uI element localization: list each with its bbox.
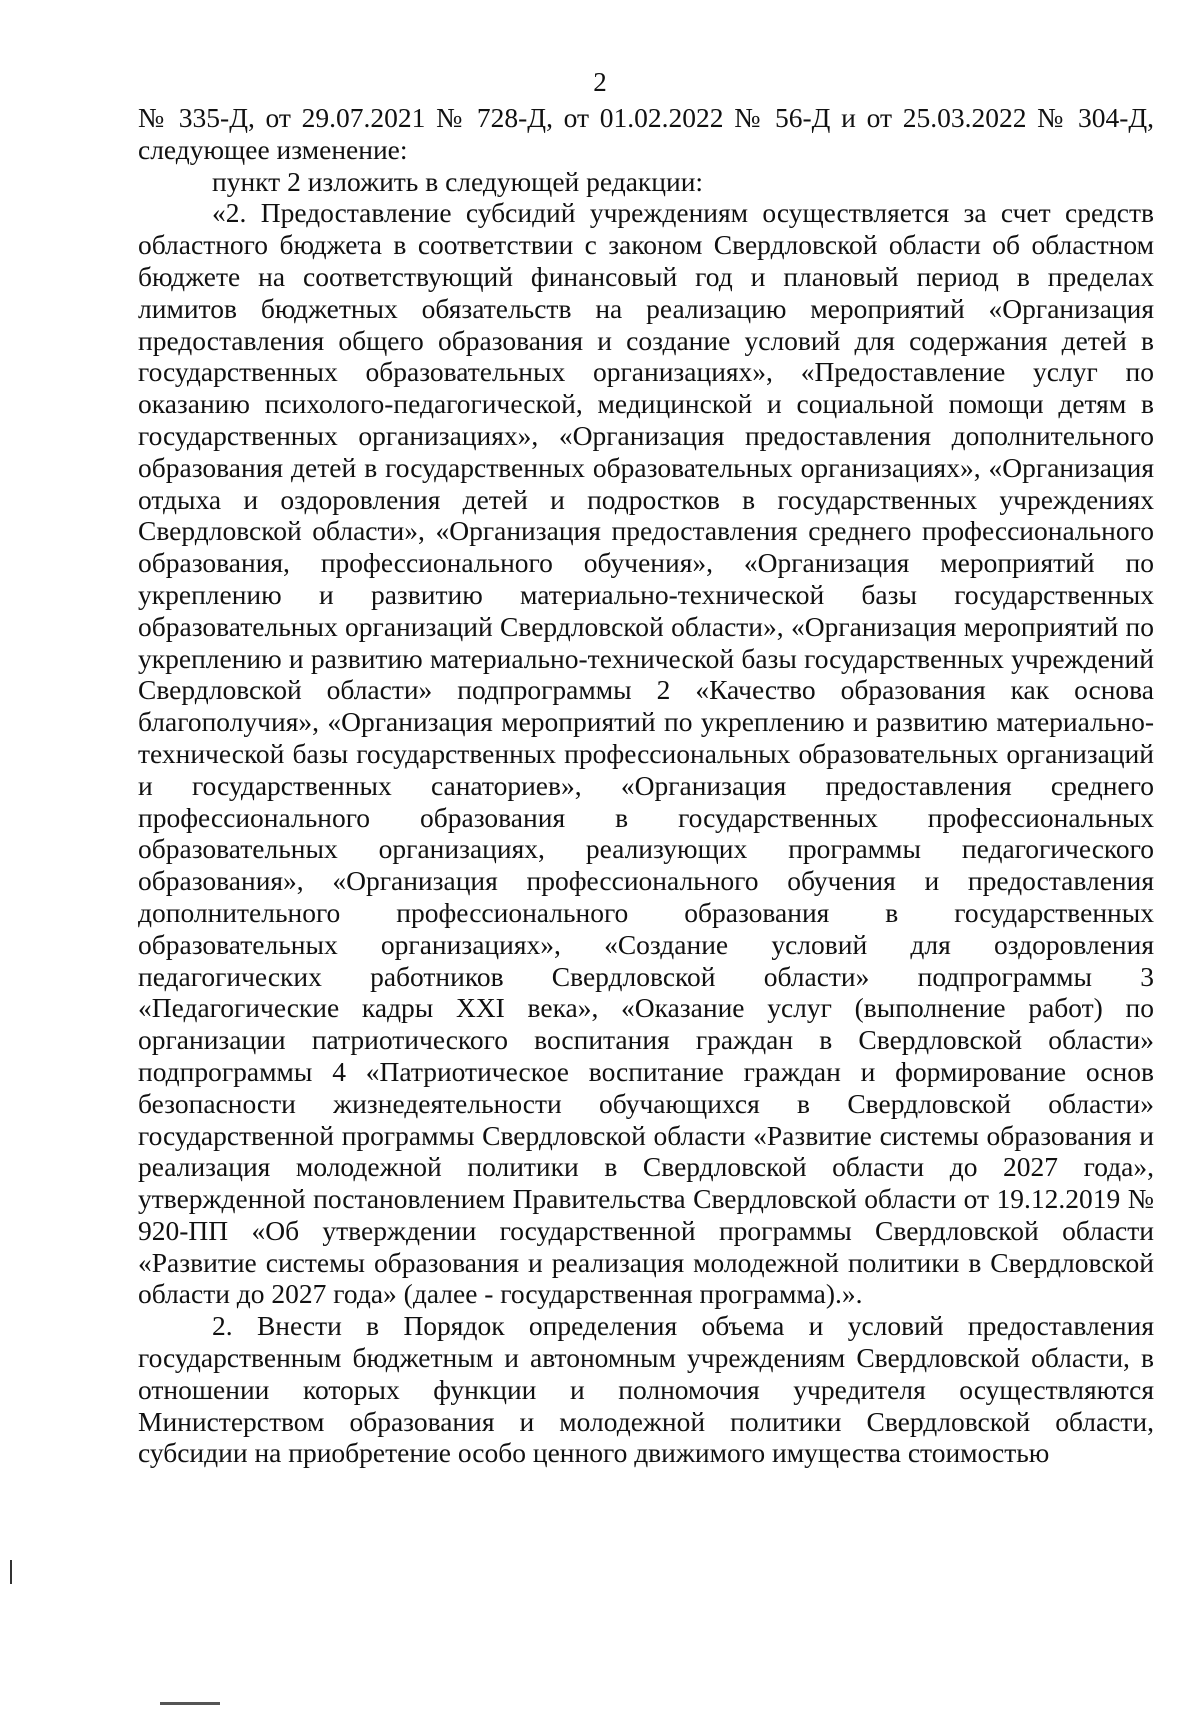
paragraph-point-2-text: «2. Предоставление субсидий учреждениям осуществляется за счет средств областного бюджета в соответствии с законом Свердловской области об областном бюджете на соответствующий финансовый год и плановый период в пределах лимитов бюджетных обязательств на реализацию мероприятий «Организация предоставления общего образования и создание условий для содержания детей в государственных образовательных организациях», «Предоставление услуг по оказанию психолого-педагогической, медицинской и социальной помощи детям в государственных организациях», «Организация предоставления дополнительного образования детей в государственных образовательных организациях», «Организация отдыха и оздоровления детей и подростков в государственных учреждениях Свердловской области», «Организация предоставления среднего профессионального образования, профессионального обучения», «Организация мероприятий по укреплению и развитию материально-технической базы государственных образовательных организаций Свердловской области», «Организация мероприятий по укреплению и развитию материально-технической базы государственных учреждений Свердловской области» подпрограммы 2 «Качество образования как основа благополучия», «Организация мероприятий по укреплению и развитию материально-технической базы государственных профессиональных образовательных организаций и государственных санаториев», «Организация предоставления среднего профессионального образования в государственных профессиональных образовательных организациях, реализующих программы педагогического образования», «Организация профессионального обучения и предоставления дополнительного профессионального образования в государственных образовательных организациях», «Создание условий для оздоровления педагогических работников Свердловской области» подпрограммы 3 «Педагогические кадры XXI века», «Оказание услуг (выполнение работ) по организации патриотического воспитания граждан в Свердловской области» подпрограммы 4 «Патриотическое воспитание граждан и формирование основ безопасности жизнедеятельности обучающихся в Свердловской области» государственной программы Свердловской области «Развитие системы образования и реализация молодежной политики в Свердловской области до 2027 года», утвержденной постановлением Правительства Свердловской области от 19.12.2019 № 920-ПП «Об утверждении государственной программы Свердловской области «Развитие системы образования и реализация молодежной политики в Свердловской области до 2027 года» (далее - государственная программа).». (138, 197, 1154, 1310)
page-number: 2 (593, 67, 607, 97)
paragraph-item-2: 2. Внести в Порядок определения объема и условий предоставления государственным бюджетным и автономным учреждениям Свердловской области, в отношении которых функции и полномочия учредителя осуществляются Министерством образования и молодежной политики Свердловской области, субсидии на приобретение особо ценного движимого имущества стоимостью (138, 1310, 1154, 1469)
paragraph-instruction: пункт 2 изложить в следующей редакции: (212, 165, 704, 197)
document-body (138, 102, 1154, 1469)
paragraph-continuation: № 335-Д, от 29.07.2021 № 728-Д, от 01.02.2022 № 56-Д и от 25.03.2022 № 304-Д, следующее изменение: (138, 102, 1154, 165)
scan-artifact-bottom-smudge (160, 1702, 220, 1705)
scan-artifact-left-line (10, 1560, 12, 1584)
